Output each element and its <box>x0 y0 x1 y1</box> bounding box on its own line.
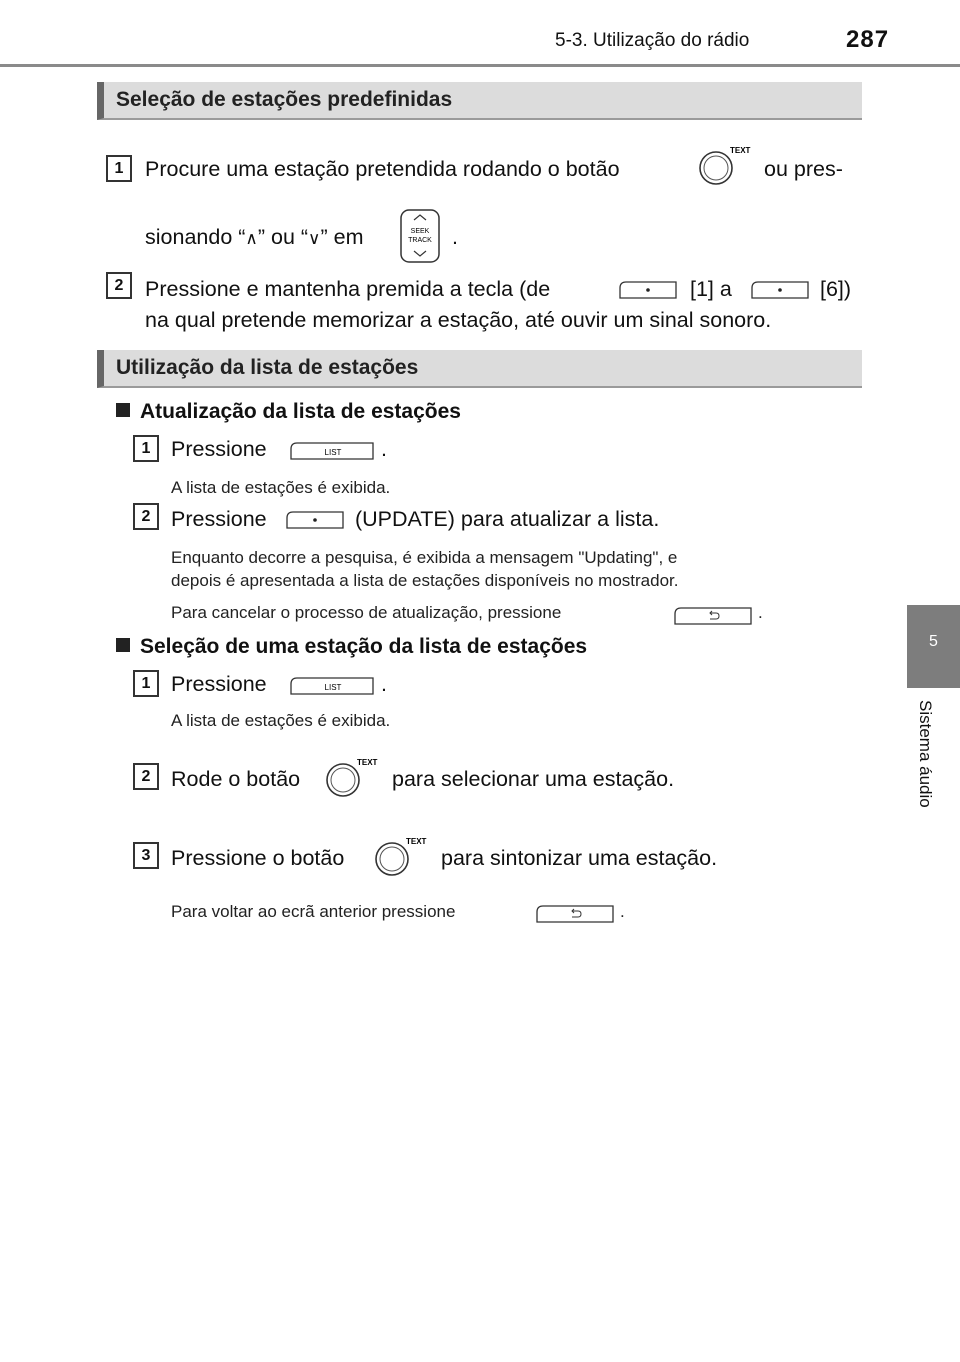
preset-button-icon <box>750 280 810 300</box>
period: . <box>452 225 458 249</box>
text: ” em <box>320 225 364 249</box>
step-text: [6]) <box>820 277 852 301</box>
step-number: 1 <box>106 155 132 182</box>
chapter-tab-label: Sistema áudio <box>916 700 935 808</box>
step-text: Pressione e mantenha premida a tecla (de <box>145 277 551 301</box>
note-text: Enquanto decorre a pesquisa, é exibida a mensagem "Updating", e <box>171 548 678 567</box>
section-heading-text: Seleção de estações predefinidas <box>116 88 453 111</box>
preset-button-icon <box>618 280 678 300</box>
step-text-line2 <box>145 225 364 250</box>
header-rule <box>0 64 960 67</box>
step-text: para selecionar uma estação. <box>392 767 675 791</box>
text-label: TEXT <box>406 837 427 846</box>
back-button-icon <box>673 606 753 626</box>
text-label: TEXT <box>357 758 378 767</box>
note-text: A lista de estações é exibida. <box>171 711 391 730</box>
period: . <box>758 603 763 622</box>
step-text: Procure uma estação pretendida rodando o botão <box>145 157 620 181</box>
down-symbol: ∨ <box>308 229 321 248</box>
note-text: A lista de estações é exibida. <box>171 478 391 497</box>
section-heading-station-list <box>97 350 862 388</box>
step-number: 1 <box>133 670 159 697</box>
step-text: ou pres- <box>764 157 843 181</box>
seek-track-switch-icon <box>399 208 441 264</box>
step-text: Pressione <box>171 507 267 531</box>
bullet-square-icon <box>116 638 130 652</box>
step-number: 2 <box>133 503 159 530</box>
note-text: Para cancelar o processo de atualização, pressione <box>171 603 562 622</box>
section-heading-presets <box>97 82 862 120</box>
list-button-icon <box>289 676 375 696</box>
step-text: Pressione o botão <box>171 846 345 870</box>
list-label: LIST <box>324 448 342 457</box>
text: sionando “ <box>145 225 246 249</box>
step-text: Pressione <box>171 437 267 461</box>
step-text: [1] a <box>690 277 732 301</box>
bullet-square-icon <box>116 403 130 417</box>
chapter-tab-number: 5 <box>929 633 938 650</box>
section-heading-text: Utilização da lista de estações <box>116 356 419 379</box>
track-label: TRACK <box>408 237 432 244</box>
subheading-text: Seleção de uma estação da lista de estações <box>140 635 588 658</box>
step-number: 1 <box>133 435 159 462</box>
step-text: para sintonizar uma estação. <box>441 846 718 870</box>
step-number: 2 <box>106 272 132 299</box>
subheading-text: Atualização da lista de estações <box>140 400 461 423</box>
subheading <box>116 400 461 424</box>
tune-knob-icon <box>372 835 427 877</box>
step-number: 2 <box>133 763 159 790</box>
step-number: 3 <box>133 842 159 869</box>
tune-knob-icon <box>696 144 751 186</box>
period: . <box>620 902 625 921</box>
list-label: LIST <box>324 683 342 692</box>
subheading <box>116 635 587 659</box>
preset-button-icon <box>285 510 345 530</box>
step-text: Pressione <box>171 672 267 696</box>
step-text: na qual pretende memorizar a estação, até ouvir um sinal sonoro. <box>145 308 772 332</box>
note-text: depois é apresentada a lista de estações disponíveis no mostrador. <box>171 571 679 590</box>
step-text: (UPDATE) para atualizar a lista. <box>355 507 660 531</box>
list-button-icon <box>289 441 375 461</box>
chapter-title: 5-3. Utilização do rádio <box>555 30 750 51</box>
tune-knob-icon <box>323 756 378 798</box>
note-text: Para voltar ao ecrã anterior pressione <box>171 902 456 921</box>
text-label: TEXT <box>730 146 751 155</box>
seek-label: SEEK <box>410 228 430 235</box>
period: . <box>381 437 387 461</box>
step-text: Rode o botão <box>171 767 301 791</box>
period: . <box>381 672 387 696</box>
up-symbol: ∧ <box>245 229 258 248</box>
page-number: 287 <box>846 26 890 53</box>
text: ” ou “ <box>257 225 309 249</box>
chapter-tab <box>907 605 960 688</box>
back-button-icon <box>535 904 615 924</box>
